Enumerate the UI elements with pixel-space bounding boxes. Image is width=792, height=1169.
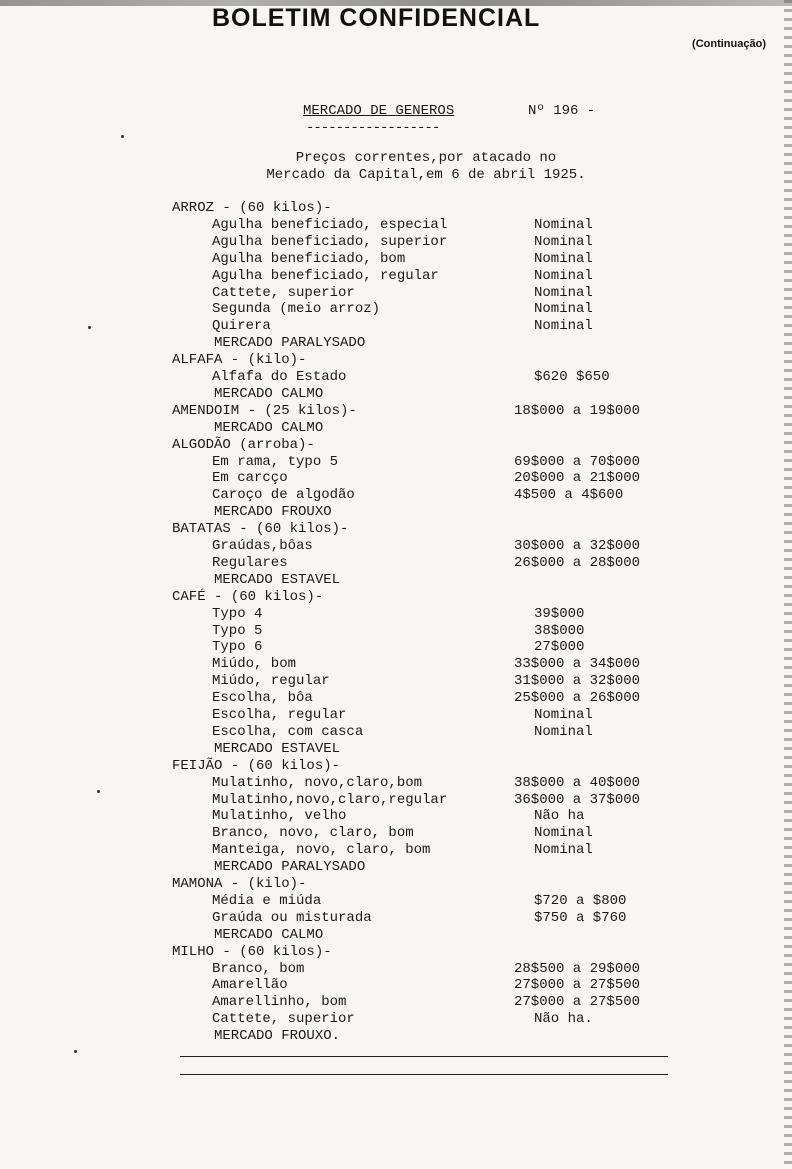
- price-value: 36$000 a 37$000: [514, 791, 641, 808]
- price-value: Nominal: [534, 216, 593, 233]
- commodity-item: Escolha, com casca: [212, 723, 364, 740]
- footer-rule-2: [180, 1074, 668, 1075]
- market-status: MERCADO PARALYSADO: [214, 335, 366, 352]
- commodity-heading: ALGODÃO (arroba)-: [172, 436, 315, 453]
- title-underline: ------------------: [306, 120, 440, 136]
- commodity-item: Escolha, regular: [212, 707, 347, 723]
- market-status: MERCADO FROUXO: [214, 504, 332, 521]
- price-value: 25$000 a 26$000: [514, 690, 641, 707]
- market-status: MERCADO PARALYSADO: [214, 859, 366, 876]
- market-status: MERCADO ESTAVEL: [214, 571, 341, 588]
- commodity-item: Branco, bom: [212, 960, 305, 977]
- commodity-item: Agulha beneficiado, bom: [212, 250, 406, 267]
- commodity-item: Alfafa do Estado: [212, 369, 347, 385]
- market-title: MERCADO DE GENEROS: [303, 103, 455, 119]
- price-value: 69$000 a 70$000: [514, 453, 641, 470]
- commodity-item: Amarellão: [212, 977, 288, 994]
- commodity-heading: MILHO - (60 kilos)-: [172, 943, 332, 960]
- commodity-item: Typo 6: [212, 639, 263, 656]
- price-value: Nominal: [534, 250, 593, 267]
- scan-speck: [88, 326, 91, 329]
- commodity-item: Cattete, superior: [212, 1011, 355, 1028]
- commodity-item: Agulha beneficiado, regular: [212, 267, 439, 284]
- price-value: Nominal: [534, 842, 593, 859]
- commodity-heading: ALFAFA - (kilo)-: [172, 352, 307, 369]
- price-value: 18$000 a 19$000: [514, 402, 641, 419]
- price-value: 38$000 a 40$000: [514, 774, 641, 791]
- commodity-item: Graúdas,bôas: [212, 538, 313, 554]
- price-value: 31$000 a 32$000: [514, 673, 641, 690]
- scan-speck: [121, 135, 124, 138]
- scan-speck: [74, 1050, 77, 1053]
- market-status: MERCADO ESTAVEL: [214, 740, 341, 757]
- price-value: Não ha.: [534, 1011, 593, 1028]
- commodity-item: Em rama, typo 5: [212, 453, 339, 470]
- commodity-item: Agulha beneficiado, superior: [212, 233, 448, 250]
- price-value: $720 a $800: [534, 892, 627, 909]
- price-value: 28$500 a 29$000: [514, 960, 641, 977]
- bulletin-number: Nº 196 -: [528, 103, 596, 119]
- price-value: $750 a $760: [534, 909, 627, 926]
- market-status: MERCADO CALMO: [214, 385, 324, 402]
- scan-right-edge: [784, 0, 792, 1169]
- commodity-heading: CAFÉ - (60 kilos)-: [172, 588, 324, 605]
- commodity-item: Caroço de algodão: [212, 487, 355, 504]
- price-value: Nominal: [534, 301, 593, 318]
- price-value: 39$000: [534, 605, 585, 622]
- commodity-item: Cattete, superior: [212, 284, 355, 301]
- commodity-item: Quirera: [212, 318, 271, 335]
- price-value: Nominal: [534, 233, 593, 250]
- commodity-item: Amarellinho, bom: [212, 994, 347, 1011]
- commodity-heading: AMENDOIM - (25 kilos)-: [172, 402, 357, 419]
- commodity-item: Mulatinho, velho: [212, 808, 347, 825]
- commodity-heading: ARROZ - (60 kilos)-: [172, 200, 332, 216]
- commodity-item: Média e miúda: [212, 892, 322, 909]
- price-value: Nominal: [534, 723, 593, 740]
- commodity-item: Manteiga, novo, claro, bom: [212, 842, 431, 859]
- market-status: MERCADO CALMO: [214, 419, 324, 436]
- commodity-item: Mulatinho, novo,claro,bom: [212, 774, 423, 791]
- market-status: MERCADO FROUXO.: [214, 1028, 341, 1045]
- price-value: 33$000 a 34$000: [514, 656, 641, 673]
- commodity-item: Escolha, bôa: [212, 690, 313, 707]
- price-value: 27$000 a 27$500: [514, 994, 641, 1011]
- intro-line-1: Preços correntes,por atacado no: [295, 150, 557, 166]
- commodity-item: Typo 4: [212, 605, 263, 622]
- price-value: 20$000 a 21$000: [514, 470, 641, 487]
- continuation-label: (Continuação): [692, 38, 766, 50]
- commodity-item: Em carcço: [212, 470, 288, 487]
- commodity-item: Miúdo, regular: [212, 673, 330, 690]
- commodity-item: Regulares: [212, 554, 288, 571]
- price-value: Nominal: [534, 284, 593, 301]
- price-value: 30$000 a 32$000: [514, 538, 641, 554]
- market-status: MERCADO CALMO: [214, 926, 324, 943]
- intro-text: [236, 150, 616, 184]
- commodity-item: Miúdo, bom: [212, 656, 297, 673]
- price-value: 26$000 a 28$000: [514, 554, 641, 571]
- commodity-item: Typo 5: [212, 622, 263, 639]
- commodity-item: Branco, novo, claro, bom: [212, 825, 414, 842]
- footer-rule-1: [180, 1056, 668, 1057]
- price-value: Não ha: [534, 808, 585, 825]
- price-value: Nominal: [534, 318, 593, 335]
- price-value: 27$000: [534, 639, 585, 656]
- commodity-item: Agulha beneficiado, especial: [212, 216, 448, 233]
- scan-speck: [97, 790, 100, 793]
- price-value: Nominal: [534, 267, 593, 284]
- price-value: 27$000 a 27$500: [514, 977, 641, 994]
- price-value: $620 $650: [534, 369, 610, 385]
- price-value: 38$000: [534, 622, 585, 639]
- price-value: 4$500 a 4$600: [514, 487, 624, 504]
- commodity-heading: BATATAS - (60 kilos)-: [172, 521, 349, 538]
- intro-line-2: Mercado da Capital,em 6 de abril 1925.: [266, 167, 586, 183]
- commodity-item: Segunda (meio arroz): [212, 301, 381, 318]
- bulletin-title: BOLETIM CONFIDENCIAL: [212, 4, 541, 32]
- price-value: Nominal: [534, 825, 593, 842]
- commodity-heading: FEIJÃO - (60 kilos)-: [172, 757, 341, 774]
- commodity-item: Graúda ou misturada: [212, 909, 372, 926]
- price-value: Nominal: [534, 707, 593, 723]
- commodity-item: Mulatinho,novo,claro,regular: [212, 791, 448, 808]
- commodity-heading: MAMONA - (kilo)-: [172, 876, 307, 892]
